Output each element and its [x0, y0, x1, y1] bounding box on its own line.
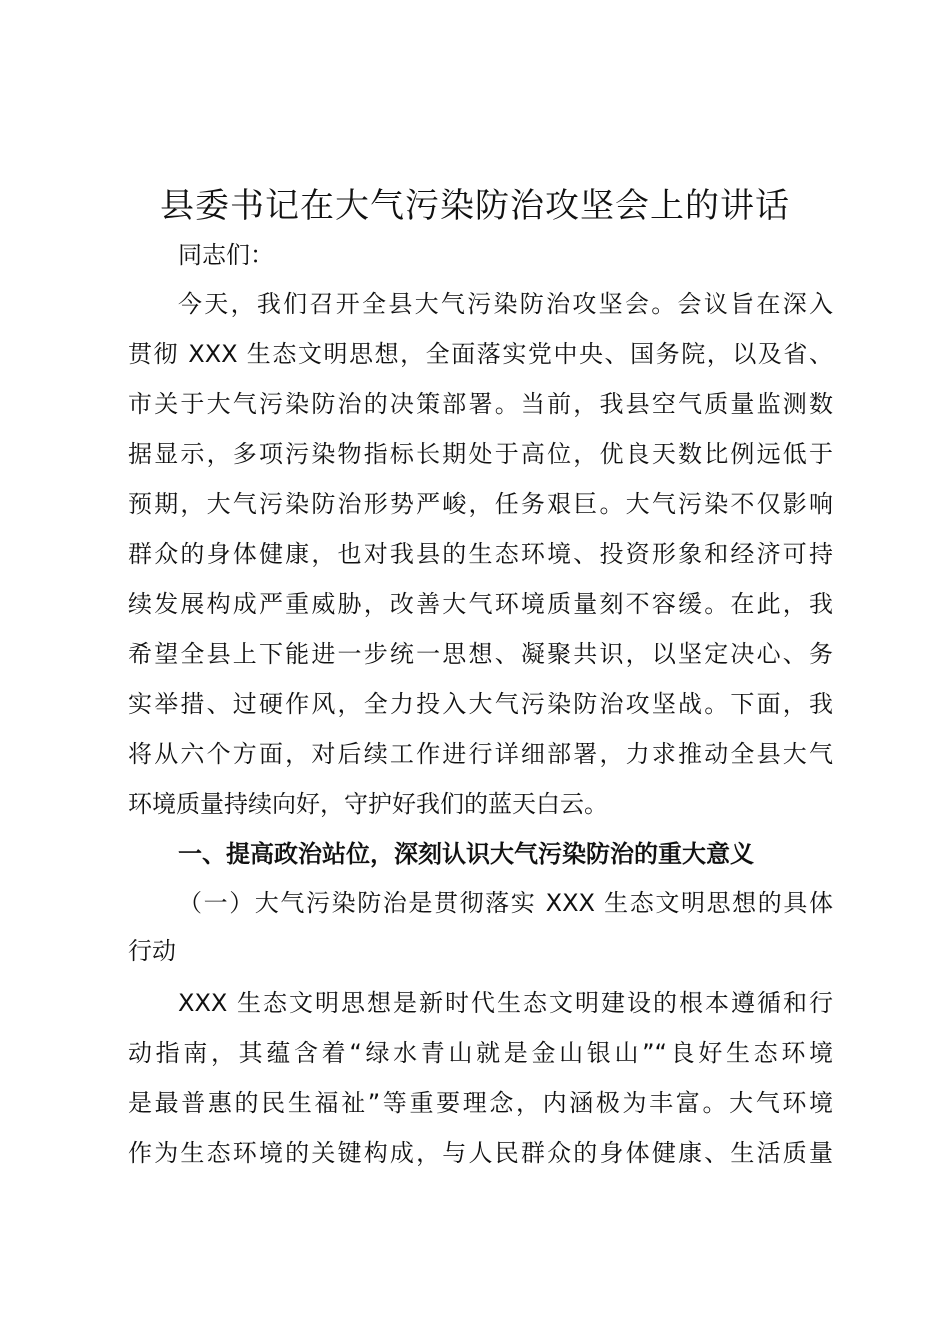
- subsection-heading-line: 行动: [128, 937, 176, 965]
- paragraph-line: 今天，我们召开全县大气污染防治攻坚会。会议旨在深入: [178, 290, 833, 318]
- paragraph-line: 市关于大气污染防治的决策部署。当前，我县空气质量监测数: [128, 390, 833, 418]
- paragraph-line: XXX 生态文明思想是新时代生态文明建设的根本遵循和行: [178, 989, 833, 1017]
- section-heading: 一、提高政治站位，深刻认识大气污染防治的重大意义: [178, 840, 754, 868]
- paragraph-line: 环境质量持续向好，守护好我们的蓝天白云。: [128, 790, 608, 818]
- paragraph-line: 预期，大气污染防治形势严峻，任务艰巨。大气污染不仅影响: [128, 490, 833, 518]
- paragraph-line: 是最普惠的民生福祉”等重要理念，内涵极为丰富。大气环境: [128, 1089, 833, 1117]
- greeting: 同志们：: [178, 241, 274, 269]
- paragraph-line: 希望全县上下能进一步统一思想、凝聚共识，以坚定决心、务: [128, 640, 833, 668]
- paragraph-line: 续发展构成严重威胁，改善大气环境质量刻不容缓。在此，我: [128, 590, 833, 618]
- paragraph-line: 将从六个方面，对后续工作进行详细部署，力求推动全县大气: [128, 740, 833, 768]
- paragraph-line: 贯彻 XXX 生态文明思想，全面落实党中央、国务院，以及省、: [128, 340, 833, 368]
- paragraph-line: 作为生态环境的关键构成，与人民群众的身体健康、生活质量: [128, 1139, 833, 1167]
- paragraph-line: 实举措、过硬作风，全力投入大气污染防治攻坚战。下面，我: [128, 690, 833, 718]
- paragraph-line: 动指南，其蕴含着“绿水青山就是金山银山”“良好生态环境: [128, 1039, 833, 1067]
- subsection-heading-line: （一）大气污染防治是贯彻落实 XXX 生态文明思想的具体: [178, 889, 833, 917]
- document-title: 县委书记在大气污染防治攻坚会上的讲话: [160, 186, 790, 226]
- paragraph-line: 群众的身体健康，也对我县的生态环境、投资形象和经济可持: [128, 540, 833, 568]
- paragraph-line: 据显示，多项污染物指标长期处于高位，优良天数比例远低于: [128, 440, 833, 468]
